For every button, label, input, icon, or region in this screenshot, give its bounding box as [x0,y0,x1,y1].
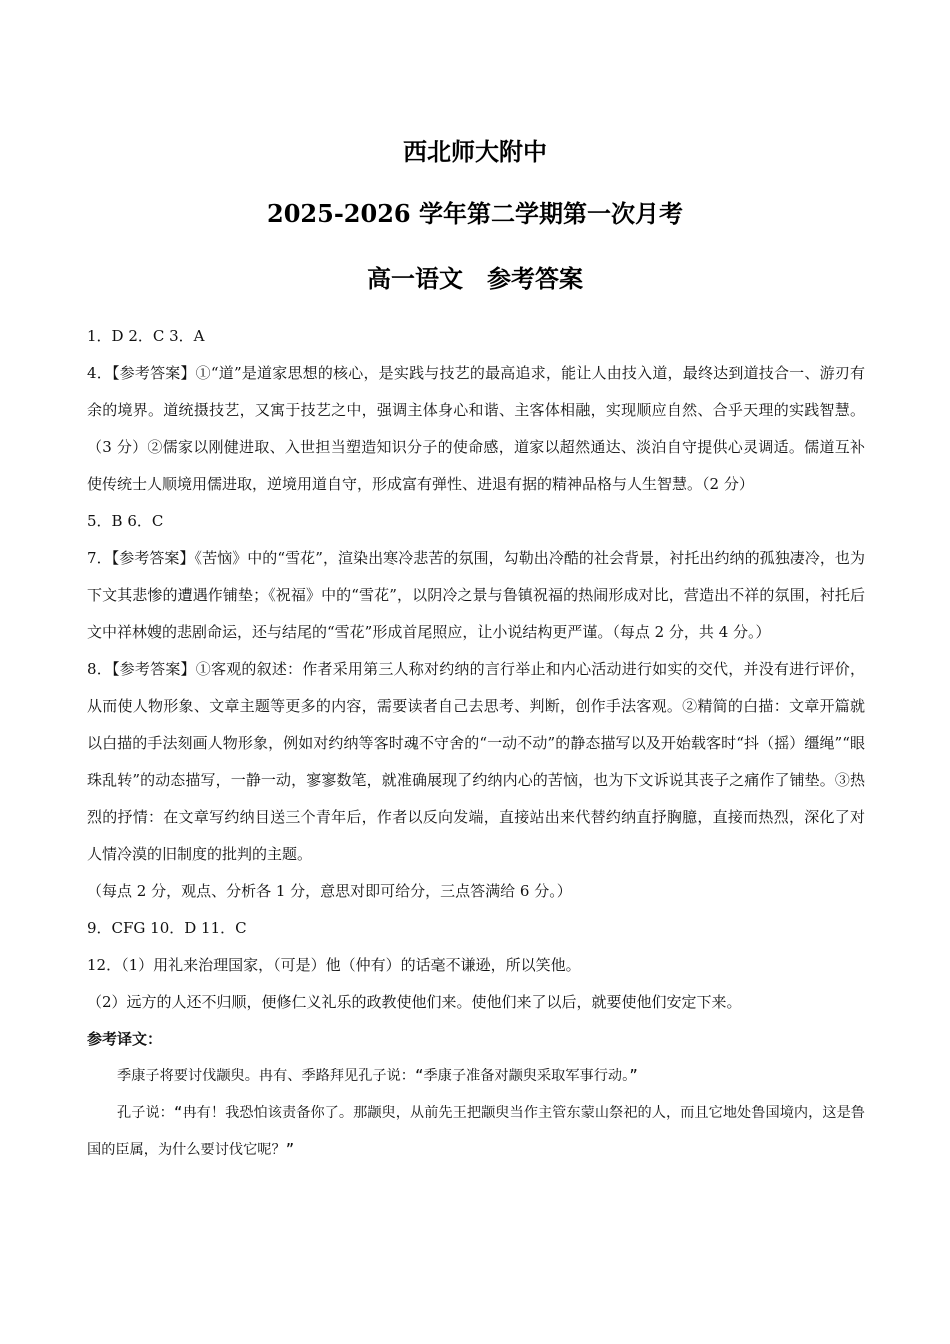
answer-q1-3: 1．D 2．C 3．A [87,327,205,345]
answer-q7: 7．【参考答案】《苦恼》中的“雪花”，渲染出寒冷悲苦的氛围，勾勒出冷酷的社会背景，衬托出约纳的孤独凄冷，也为下文其悲惨的遭遇作铺垫；《祝福》中的“雪花”，以阴冷之景与鲁镇祝福的热闹形成对比，营造出不祥的氛围，衬托后文中祥林嫂的悲剧命运，还与结尾的“雪花”形成首尾照应，让小说结构更严谨。（每点 2 分，共 4 分。） [87,549,865,641]
translation-paragraph-1: 季康子将要讨伐颛臾。冉有、季路拜见孔子说：“季康子准备对颛臾采取军事行动。” [117,1068,638,1084]
answer-q8-score: （每点 2 分，观点、分析各 1 分，意思对即可给分，三点答满给 6 分。） [87,882,572,900]
exam-title: 2025-2026 学年第二学期第一次月考 [267,199,683,228]
answer-body [87,318,865,1169]
subject-title: 高一语文 参考答案 [367,264,583,293]
answer-q4: 4．【参考答案】①“道”是道家思想的核心，是实践与技艺的最高追求，能让人由技入道，最终达到道技合一、游刃有余的境界。道统摄技艺，又寓于技艺之中，强调主体身心和谐、主客体相融，实现顺应自然、合乎天理的实践智慧。（3 分）②儒家以刚健进取、入世担当塑造知识分子的使命感，道家以超然通达、淡泊自守提供心灵调适。儒道互补使传统士人顺境用儒进取，逆境用道自守，形成富有弹性、进退有据的精神品格与人生智慧。（2 分） [87,364,865,493]
school-title: 西北师大附中 [403,137,547,166]
answer-q12-2: （2）远方的人还不归顺，便修仁义礼乐的政教使他们来。使他们来了以后，就要使他们安定下来。 [87,993,742,1011]
answer-q9-11: 9．CFG 10．D 11．C [87,919,247,937]
answer-q12-1: 12．（1）用礼来治理国家，（可是）他（仲有）的话毫不谦逊，所以笑他。 [87,956,581,974]
translation-paragraph-2: 孔子说：“冉有！我恐怕该责备你了。那颛臾，从前先王把颛臾当作主管东蒙山祭祀的人，而且它地处鲁国境内，这是鲁国的臣属，为什么要讨伐它呢？” [87,1105,865,1158]
translation-heading: 参考译文： [87,1030,163,1048]
answer-q5-6: 5．B 6．C [87,512,164,530]
answer-q8: 8．【参考答案】①客观的叙述：作者采用第三人称对约纳的言行举止和内心活动进行如实的交代，并没有进行评价，从而使人物形象、文章主题等更多的内容，需要读者自己去思考、判断，创作手法客观。②精简的白描：文章开篇就以白描的手法刻画人物形象，例如对约纳等客时魂不守舍的“一动不动”的静态描写以及开始载客时“抖（摇）缰绳”“眼珠乱转”的动态描写，一静一动，寥寥数笔，就准确展现了约纳内心的苦恼，也为下文诉说其丧子之痛作了铺垫。③热烈的抒情：在文章写约纳目送三个青年后，作者以反向发端，直接站出来代替约纳直抒胸臆，直接而热烈，深化了对人情冷漠的旧制度的批判的主题。 [87,660,865,863]
